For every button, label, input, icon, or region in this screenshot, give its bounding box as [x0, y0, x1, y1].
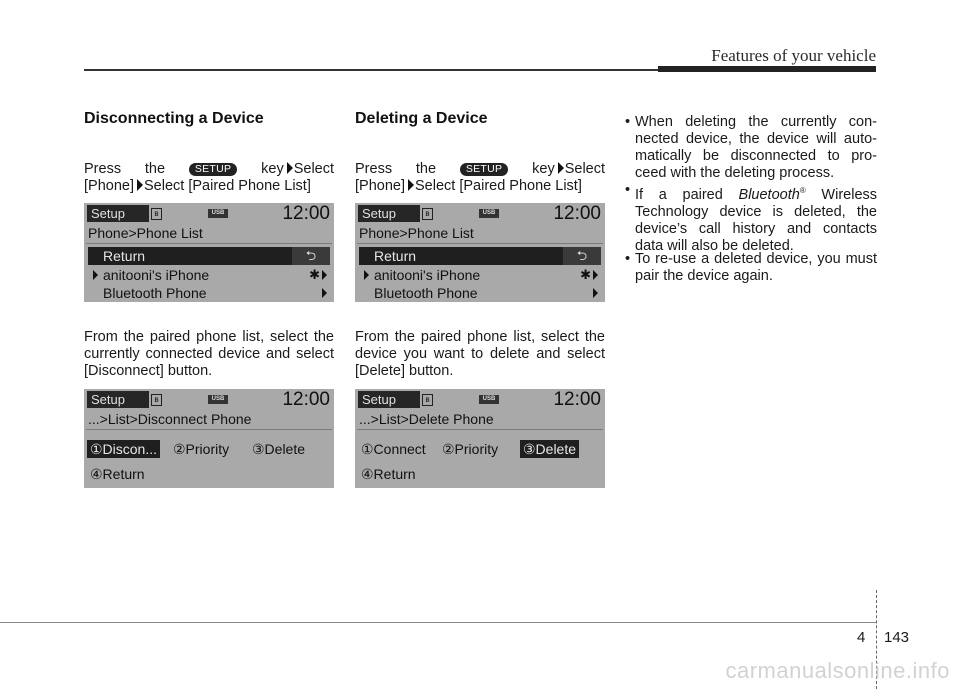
screen-status-bar [84, 203, 334, 223]
description-paragraph [355, 329, 605, 380]
arrow-right-icon [558, 162, 564, 174]
note-item [625, 251, 877, 285]
screen-disconnect-phone [84, 389, 334, 488]
setup-key-label: SETUP [189, 163, 238, 176]
screen-path: ...>List>Delete Phone [359, 411, 494, 427]
section-delete [355, 110, 606, 482]
arrow-right-icon [364, 270, 369, 280]
screen-divider [357, 429, 603, 430]
screen-button-return: ④Return [90, 466, 145, 482]
header-rule-accent [658, 66, 876, 72]
arrow-right-icon [593, 270, 598, 280]
instruction-text: [Phone] [84, 178, 134, 194]
screen-row-label: anitooni's iPhone [103, 267, 210, 283]
page-number: 143 [884, 629, 910, 646]
screen-button-disconnect: ①Discon... [87, 440, 160, 458]
description-text: From the paired phone list, select the device you want to delete and select [Delete] button. [355, 329, 605, 379]
section-disconnect [84, 110, 335, 482]
note-text: If a paired [635, 186, 723, 203]
screen-path: Phone>Phone List [88, 225, 203, 241]
section-heading: Disconnecting a Device [84, 110, 264, 127]
usb-icon: USB [479, 209, 499, 218]
bluetooth-icon: ʙ [151, 208, 162, 220]
screen-phone-list [355, 203, 605, 302]
screen-row-return [359, 247, 601, 265]
arrow-right-icon [137, 179, 143, 191]
instruction-text: Select [Paired Phone List] [415, 178, 582, 194]
screen-status-bar [84, 389, 334, 409]
screen-row-device [359, 284, 601, 302]
return-icon: ⮌ [292, 247, 330, 265]
arrow-right-icon [93, 270, 98, 280]
screen-row-label: Bluetooth Phone [103, 285, 207, 301]
screen-row-label: anitooni's iPhone [374, 267, 481, 283]
instruction-paragraph [355, 161, 605, 195]
screen-setup-tab: Setup [358, 205, 420, 222]
instruction-text: Select [293, 161, 335, 177]
setup-key-label: SETUP [460, 163, 509, 176]
section-heading: Deleting a Device [355, 110, 488, 127]
instruction-text: [Phone] [355, 178, 405, 194]
description-text: From the paired phone list, select the currently connected device and select [Disconnect] button. [84, 329, 334, 379]
instruction-paragraph [84, 161, 334, 195]
screen-clock: 12:00 [553, 203, 601, 224]
screen-button-return: ④Return [361, 466, 416, 482]
note-text: Wireless Technology device is deleted, the device’s call history and contacts data will also be deleted. [635, 186, 878, 254]
bluetooth-icon: ʙ [151, 394, 162, 406]
screen-button-connect: ①Connect [361, 441, 426, 457]
description-paragraph [84, 329, 334, 380]
usb-icon: USB [208, 209, 228, 218]
arrow-right-icon [408, 179, 414, 191]
screen-row-label: Bluetooth Phone [374, 285, 478, 301]
screen-setup-tab: Setup [358, 391, 420, 408]
screen-button-priority: ②Priority [173, 441, 230, 457]
note-text: • When deleting the currently con- nected device, the device will auto- matically be disconnected to pro- ceed with the deleting process. [625, 114, 877, 182]
screen-clock: 12:00 [553, 389, 601, 410]
note-text-block [625, 182, 877, 255]
instruction-text: Select [Paired Phone List] [144, 178, 311, 194]
screen-status-bar [355, 203, 605, 223]
bluetooth-icon: ʙ [422, 394, 433, 406]
usb-icon: USB [479, 395, 499, 404]
screen-divider [86, 429, 332, 430]
footer-rule [0, 622, 876, 623]
screen-phone-list [84, 203, 334, 302]
star-icon: ✱ [309, 267, 320, 282]
screen-setup-tab: Setup [87, 205, 149, 222]
return-icon: ⮌ [563, 247, 601, 265]
bluetooth-icon: ʙ [422, 208, 433, 220]
screen-button-delete: ③Delete [520, 440, 579, 458]
screen-setup-tab: Setup [87, 391, 149, 408]
screen-path: ...>List>Disconnect Phone [88, 411, 252, 427]
arrow-right-icon [322, 288, 327, 298]
screen-path: Phone>Phone List [359, 225, 474, 241]
registered-mark: ® [799, 186, 806, 195]
arrow-right-icon [287, 162, 293, 174]
instruction-text: key [261, 161, 284, 177]
screen-clock: 12:00 [282, 389, 330, 410]
bluetooth-brand-text: Bluetooth [738, 186, 800, 203]
screen-delete-phone [355, 389, 605, 488]
usb-icon: USB [208, 395, 228, 404]
screen-row-label: Return [103, 248, 146, 264]
note-text: • To re-use a deleted device, you must pair the device again. [625, 251, 877, 285]
note-item [625, 182, 877, 255]
arrow-right-icon [593, 288, 598, 298]
header-title: Features of your vehicle [711, 46, 876, 65]
arrow-right-icon [322, 270, 327, 280]
star-icon: ✱ [580, 267, 591, 282]
screen-clock: 12:00 [282, 203, 330, 224]
screen-row-device [88, 284, 330, 302]
instruction-text: Select [564, 161, 606, 177]
watermark: carmanualsonline.info [725, 658, 950, 683]
note-item [625, 114, 877, 182]
screen-row-return [88, 247, 330, 265]
instruction-text: key [532, 161, 555, 177]
chapter-number: 4 [857, 629, 866, 646]
screen-divider [86, 243, 332, 244]
screen-button-delete: ③Delete [252, 441, 306, 457]
screen-row-device [359, 266, 601, 284]
screen-row-label: Return [374, 248, 417, 264]
instruction-text: Press the [355, 161, 437, 177]
screen-status-bar [355, 389, 605, 409]
instruction-text: Press the [84, 161, 166, 177]
screen-button-priority: ②Priority [442, 441, 499, 457]
screen-row-device [88, 266, 330, 284]
screen-divider [357, 243, 603, 244]
